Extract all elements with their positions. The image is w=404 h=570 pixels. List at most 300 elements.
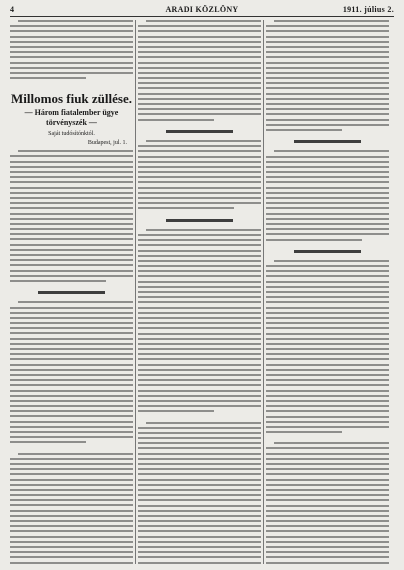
- text-line: [10, 364, 133, 366]
- text-line: [138, 343, 261, 345]
- text-line: [138, 166, 261, 168]
- text-line: [266, 426, 389, 428]
- text-line: [138, 25, 261, 27]
- text-line: [138, 145, 261, 147]
- text-line: [138, 510, 261, 512]
- text-line: [10, 51, 133, 53]
- text-line: [10, 379, 133, 381]
- text-line: [138, 541, 261, 543]
- text-line: [266, 56, 389, 58]
- text-line: [10, 415, 133, 417]
- text-line: [274, 150, 389, 152]
- text-line: [138, 364, 261, 366]
- text-line: [10, 369, 133, 371]
- text-line: [138, 296, 261, 298]
- text-line: [266, 333, 389, 335]
- article-text: [138, 140, 261, 219]
- text-line: [10, 264, 133, 266]
- text-line: [138, 244, 261, 246]
- text-line: [266, 171, 389, 173]
- text-line: [10, 463, 133, 465]
- issue-date: 1911. július 2.: [342, 4, 394, 14]
- text-line: [10, 343, 133, 345]
- article-subtitle: — Három fiatalember ügye törvényszék —: [24, 108, 119, 128]
- text-line: [10, 259, 133, 261]
- text-line: [10, 525, 133, 527]
- text-line: [266, 463, 389, 465]
- text-line: [266, 458, 389, 460]
- text-line: [266, 176, 389, 178]
- text-line: [266, 551, 389, 553]
- text-line: [10, 36, 133, 38]
- text-line: [266, 489, 389, 491]
- text-line: [10, 187, 133, 189]
- text-line: [10, 155, 133, 157]
- text-line: [138, 260, 261, 262]
- text-line: [266, 473, 389, 475]
- text-line: [266, 301, 389, 303]
- text-line: [138, 307, 261, 309]
- text-line: [10, 176, 133, 178]
- text-line: [10, 536, 133, 538]
- text-line: [266, 270, 389, 272]
- text-line: [266, 87, 389, 89]
- text-line: [138, 270, 261, 272]
- text-line: [10, 41, 133, 43]
- text-line: [266, 46, 389, 48]
- text-line: [10, 72, 133, 74]
- text-line: [266, 62, 389, 64]
- text-line: [266, 421, 389, 423]
- text-line: [10, 484, 133, 486]
- text-line: [266, 468, 389, 470]
- text-line: [266, 187, 389, 189]
- text-line: [138, 458, 261, 460]
- text-line: [274, 20, 389, 22]
- text-line: [10, 317, 133, 319]
- text-line: [10, 46, 133, 48]
- text-line: [266, 395, 389, 397]
- text-line: [138, 338, 261, 340]
- text-line: [138, 369, 261, 371]
- text-line: [266, 265, 389, 267]
- text-line: [138, 499, 261, 501]
- text-line: [266, 239, 362, 241]
- text-line: [266, 390, 389, 392]
- text-line: [10, 530, 133, 532]
- text-line: [10, 515, 133, 517]
- text-line: [266, 343, 389, 345]
- text-line: [266, 348, 389, 350]
- text-line: [266, 453, 389, 455]
- text-line: [10, 499, 133, 501]
- text-line: [10, 338, 133, 340]
- text-line: [138, 176, 261, 178]
- text-line: [266, 431, 342, 433]
- text-line: [266, 233, 389, 235]
- text-line: [138, 197, 261, 199]
- text-line: [138, 410, 214, 412]
- text-line: [138, 333, 261, 335]
- text-line: [146, 422, 261, 424]
- text-line: [10, 384, 133, 386]
- text-line: [138, 442, 261, 444]
- text-line: [138, 156, 261, 158]
- text-line: [266, 405, 389, 407]
- text-line: [138, 72, 261, 74]
- text-line: [138, 312, 261, 314]
- text-line: [138, 265, 261, 267]
- text-line: [138, 358, 261, 360]
- article-text: [10, 20, 133, 88]
- text-line: [10, 395, 133, 397]
- text-line: [266, 192, 389, 194]
- text-line: [138, 187, 261, 189]
- section-heading: [294, 140, 360, 143]
- text-line: [138, 113, 261, 115]
- text-line: [138, 87, 261, 89]
- text-line: [10, 25, 133, 27]
- text-line: [10, 441, 86, 443]
- text-line: [10, 374, 133, 376]
- section-heading: [294, 250, 360, 253]
- text-line: [10, 275, 133, 277]
- text-line: [138, 234, 261, 236]
- text-line: [266, 499, 389, 501]
- text-line: [266, 228, 389, 230]
- text-line: [266, 369, 389, 371]
- text-line: [10, 546, 133, 548]
- text-line: [266, 384, 389, 386]
- text-line: [266, 281, 389, 283]
- page-number: 4: [10, 4, 15, 14]
- text-line: [138, 515, 261, 517]
- text-line: [266, 416, 389, 418]
- text-line: [266, 181, 389, 183]
- article-text: [138, 229, 261, 422]
- text-line: [266, 338, 389, 340]
- text-line: [138, 432, 261, 434]
- text-line: [10, 322, 133, 324]
- text-line: [266, 536, 389, 538]
- text-line: [138, 36, 261, 38]
- text-line: [266, 562, 389, 564]
- text-line: [18, 453, 133, 455]
- text-line: [266, 374, 389, 376]
- text-line: [10, 504, 133, 506]
- text-line: [138, 317, 261, 319]
- text-line: [266, 36, 389, 38]
- text-line: [266, 317, 389, 319]
- text-line: [266, 510, 389, 512]
- text-line: [10, 327, 133, 329]
- text-line: [138, 384, 261, 386]
- text-line: [10, 238, 133, 240]
- text-line: [10, 228, 133, 230]
- column-3: [266, 20, 389, 564]
- text-line: [266, 25, 389, 27]
- text-line: [138, 379, 261, 381]
- text-line: [138, 551, 261, 553]
- text-line: [10, 161, 133, 163]
- text-line: [266, 213, 389, 215]
- text-line: [266, 82, 389, 84]
- text-line: [138, 192, 261, 194]
- text-line: [266, 119, 389, 121]
- text-line: [18, 20, 133, 22]
- text-line: [266, 494, 389, 496]
- text-line: [266, 520, 389, 522]
- text-line: [266, 400, 389, 402]
- text-line: [10, 218, 133, 220]
- text-line: [138, 202, 261, 204]
- paper-title: ARADI KÖZLÖNY: [165, 4, 239, 14]
- text-line: [138, 207, 234, 209]
- text-line: [266, 515, 389, 517]
- text-line: [138, 108, 261, 110]
- text-line: [10, 312, 133, 314]
- text-line: [146, 140, 261, 142]
- text-line: [138, 67, 261, 69]
- text-line: [266, 364, 389, 366]
- text-line: [266, 322, 389, 324]
- text-line: [10, 390, 133, 392]
- article-title: Millomos fiuk züllése.: [11, 91, 132, 107]
- text-line: [10, 181, 133, 183]
- text-line: [138, 161, 261, 163]
- text-line: [138, 536, 261, 538]
- text-line: [138, 286, 261, 288]
- text-line: [138, 348, 261, 350]
- text-line: [138, 427, 261, 429]
- text-line: [266, 541, 389, 543]
- text-line: [10, 458, 133, 460]
- text-line: [138, 171, 261, 173]
- text-line: [138, 62, 261, 64]
- text-line: [138, 46, 261, 48]
- text-line: [266, 77, 389, 79]
- text-line: [10, 410, 133, 412]
- section-heading: [166, 130, 232, 133]
- section-heading: [166, 219, 232, 222]
- text-line: [10, 207, 133, 209]
- text-line: [266, 479, 389, 481]
- text-line: [10, 520, 133, 522]
- article-text: [10, 301, 133, 452]
- text-line: [10, 400, 133, 402]
- text-line: [138, 103, 261, 105]
- text-line: [266, 93, 389, 95]
- text-line: [266, 30, 389, 32]
- text-line: [10, 431, 133, 433]
- text-line: [10, 280, 106, 282]
- article-text: [10, 150, 133, 291]
- text-line: [138, 453, 261, 455]
- article-text: [266, 150, 389, 249]
- text-line: [266, 307, 389, 309]
- text-line: [274, 442, 389, 444]
- text-line: [10, 192, 133, 194]
- text-line: [10, 249, 133, 251]
- text-line: [266, 41, 389, 43]
- text-line: [266, 98, 389, 100]
- text-line: [10, 436, 133, 438]
- text-line: [138, 447, 261, 449]
- text-line: [138, 275, 261, 277]
- text-line: [10, 197, 133, 199]
- text-line: [138, 281, 261, 283]
- text-line: [10, 551, 133, 553]
- text-line: [266, 296, 389, 298]
- text-line: [266, 286, 389, 288]
- article-text: [266, 20, 389, 140]
- text-line: [138, 255, 261, 257]
- text-line: [138, 463, 261, 465]
- text-line: [10, 489, 133, 491]
- text-line: [10, 421, 133, 423]
- page-header: [10, 3, 394, 15]
- text-line: [10, 426, 133, 428]
- text-line: [18, 301, 133, 303]
- text-line: [138, 322, 261, 324]
- text-line: [10, 556, 133, 558]
- article-text: [138, 20, 261, 130]
- text-line: [10, 332, 133, 334]
- text-line: [138, 98, 261, 100]
- text-line: [138, 181, 261, 183]
- text-line: [266, 166, 389, 168]
- text-line: [266, 291, 389, 293]
- text-line: [138, 489, 261, 491]
- text-line: [10, 494, 133, 496]
- text-line: [146, 229, 261, 231]
- text-line: [10, 56, 133, 58]
- text-line: [10, 254, 133, 256]
- column-separator: [263, 20, 264, 564]
- text-line: [138, 556, 261, 558]
- text-line: [138, 473, 261, 475]
- text-line: [266, 103, 389, 105]
- text-line: [138, 494, 261, 496]
- article-text: [138, 422, 261, 565]
- text-line: [266, 156, 389, 158]
- text-line: [266, 556, 389, 558]
- text-line: [138, 51, 261, 53]
- text-line: [266, 525, 389, 527]
- text-line: [266, 218, 389, 220]
- section-heading: [38, 291, 104, 294]
- text-line: [10, 270, 133, 272]
- text-line: [138, 239, 261, 241]
- text-line: [266, 67, 389, 69]
- text-line: [10, 473, 133, 475]
- text-line: [10, 213, 133, 215]
- text-line: [18, 150, 133, 152]
- text-line: [138, 405, 261, 407]
- header-rule: [10, 16, 394, 17]
- text-line: [138, 546, 261, 548]
- text-line: [266, 358, 389, 360]
- text-line: [10, 166, 133, 168]
- article-dateline: Budapest, jul. 1.: [87, 140, 127, 147]
- text-line: [138, 484, 261, 486]
- text-line: [138, 30, 261, 32]
- text-line: [138, 395, 261, 397]
- text-line: [138, 56, 261, 58]
- text-line: [10, 62, 133, 64]
- column-separator: [135, 20, 136, 564]
- text-line: [266, 530, 389, 532]
- text-line: [138, 77, 261, 79]
- text-line: [138, 525, 261, 527]
- text-line: [138, 250, 261, 252]
- text-line: [266, 207, 389, 209]
- text-line: [266, 353, 389, 355]
- text-line: [266, 108, 389, 110]
- text-line: [10, 479, 133, 481]
- text-line: [138, 562, 261, 564]
- text-line: [266, 447, 389, 449]
- text-line: [10, 353, 133, 355]
- column-1: [10, 20, 133, 564]
- text-line: [138, 400, 261, 402]
- text-line: [138, 437, 261, 439]
- text-line: [10, 307, 133, 309]
- text-line: [274, 260, 389, 262]
- text-line: [138, 82, 261, 84]
- text-line: [266, 312, 389, 314]
- text-line: [266, 223, 389, 225]
- text-line: [10, 233, 133, 235]
- text-line: [10, 541, 133, 543]
- text-line: [266, 51, 389, 53]
- text-line: [266, 505, 389, 507]
- text-line: [138, 327, 261, 329]
- text-line: [138, 520, 261, 522]
- text-line: [138, 119, 214, 121]
- text-line: [266, 129, 342, 131]
- text-line: [138, 390, 261, 392]
- text-line: [10, 244, 133, 246]
- text-line: [10, 67, 133, 69]
- article-text: [266, 260, 389, 442]
- text-line: [10, 77, 86, 79]
- text-line: [138, 291, 261, 293]
- text-line: [138, 530, 261, 532]
- column-2: [138, 20, 261, 564]
- text-line: [266, 202, 389, 204]
- text-line: [266, 275, 389, 277]
- article-text: [10, 453, 133, 564]
- text-line: [266, 124, 389, 126]
- text-line: [10, 171, 133, 173]
- text-line: [10, 202, 133, 204]
- text-line: [266, 72, 389, 74]
- text-line: [10, 30, 133, 32]
- text-line: [10, 348, 133, 350]
- text-line: [10, 468, 133, 470]
- text-line: [138, 353, 261, 355]
- text-line: [266, 327, 389, 329]
- text-line: [10, 358, 133, 360]
- text-line: [266, 113, 389, 115]
- text-line: [138, 468, 261, 470]
- text-line: [10, 405, 133, 407]
- text-line: [266, 546, 389, 548]
- text-line: [146, 20, 261, 22]
- text-line: [138, 301, 261, 303]
- text-line: [10, 510, 133, 512]
